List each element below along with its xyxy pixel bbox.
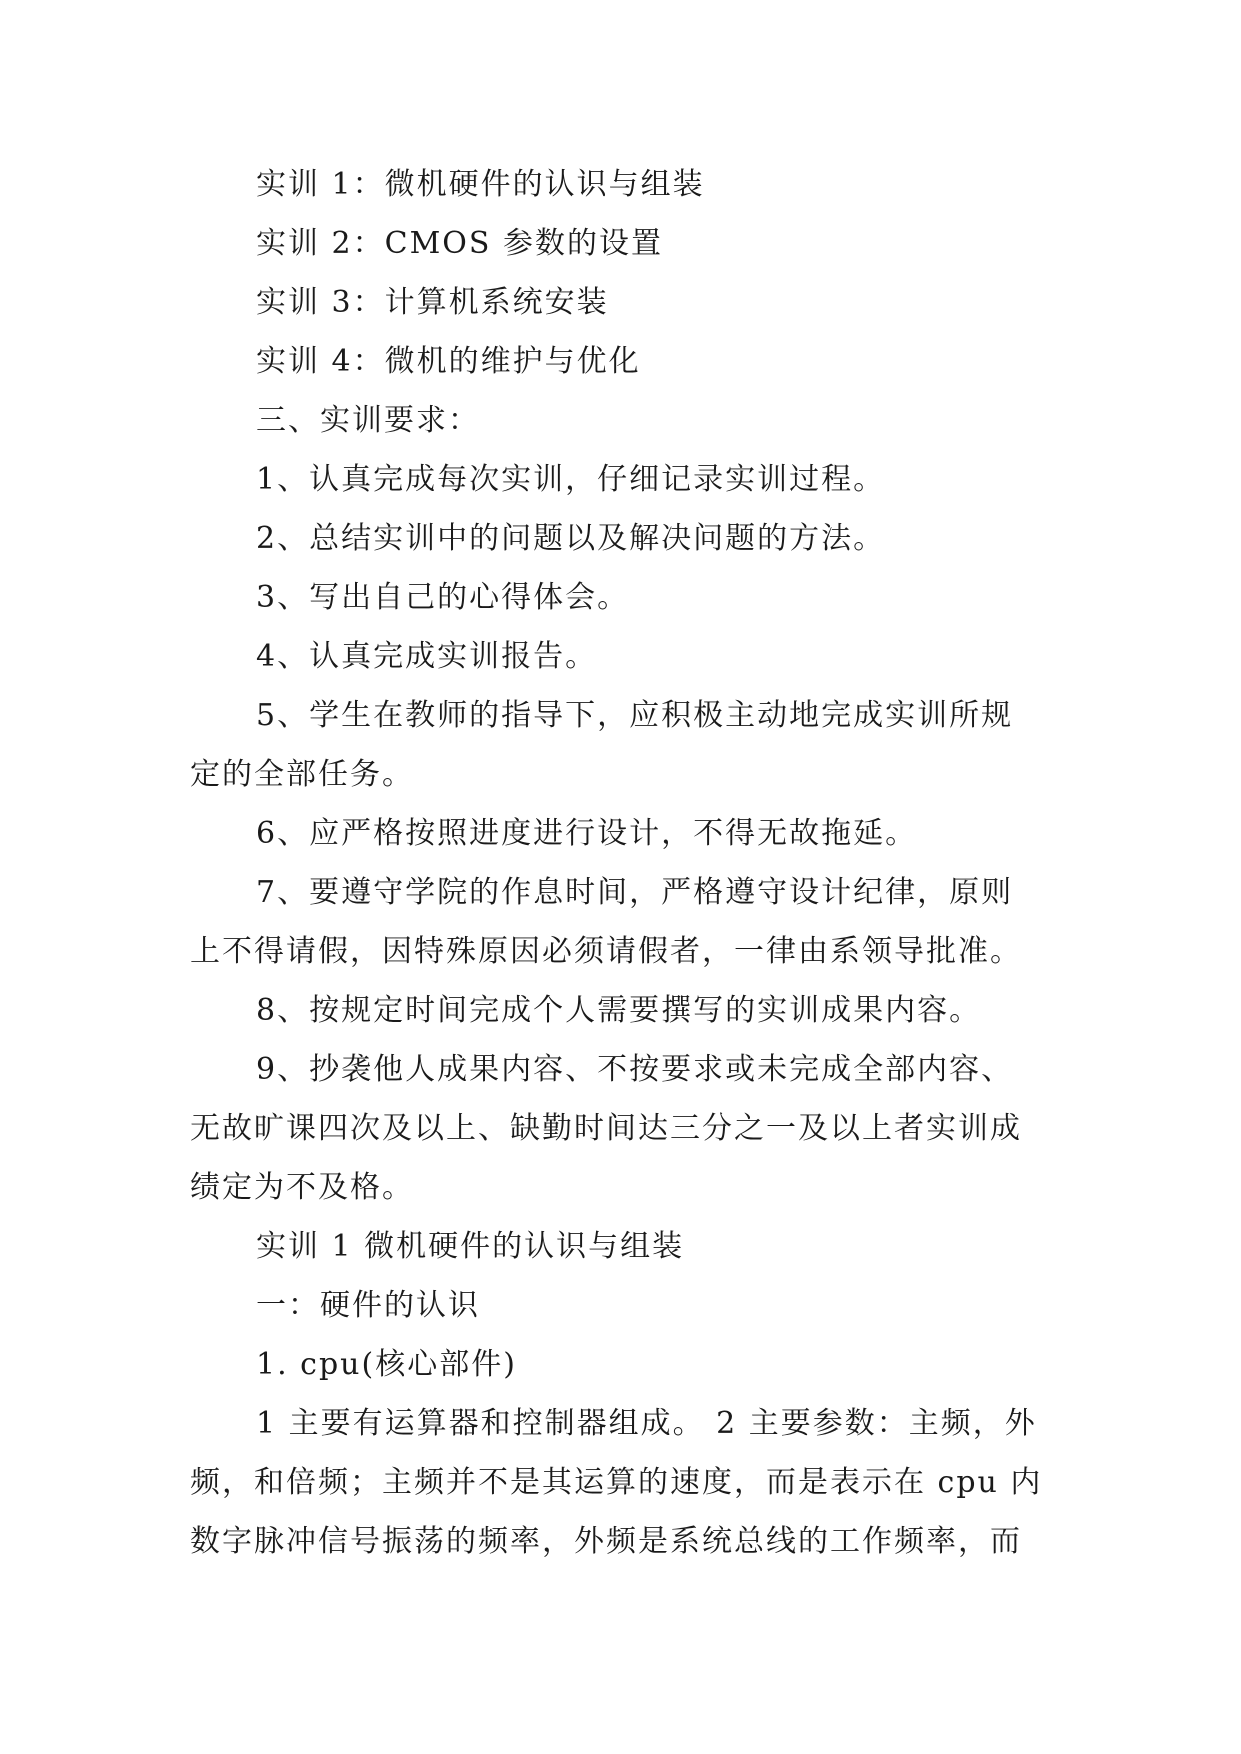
requirement-5-line-1: 5、学生在教师的指导下，应积极主动地完成实训所规 [256, 698, 1014, 733]
practice-1-title: 实训 1 微机硬件的认识与组装 [256, 1229, 685, 1264]
requirement-1: 1、认真完成每次实训，仔细记录实训过程。 [256, 462, 886, 497]
requirement-5-line-2: 定的全部任务。 [190, 757, 414, 792]
cpu-paragraph-line-2: 频，和倍频；主频并不是其运算的速度，而是表示在 cpu 内 [190, 1465, 1043, 1500]
practice-item-2: 实训 2：CMOS 参数的设置 [256, 226, 663, 261]
requirement-4: 4、认真完成实训报告。 [256, 639, 598, 674]
item-cpu: 1. cpu(核心部件) [256, 1347, 517, 1382]
subsection-hardware: 一：硬件的认识 [256, 1288, 480, 1323]
requirement-2: 2、总结实训中的问题以及解决问题的方法。 [256, 521, 886, 556]
requirement-9-line-2: 无故旷课四次及以上、缺勤时间达三分之一及以上者实训成 [190, 1111, 1022, 1146]
requirement-9-line-3: 绩定为不及格。 [190, 1170, 414, 1205]
requirement-6: 6、应严格按照进度进行设计，不得无故拖延。 [256, 816, 918, 851]
practice-item-1: 实训 1：微机硬件的认识与组装 [256, 167, 705, 202]
requirement-3: 3、写出自己的心得体会。 [256, 580, 630, 615]
requirement-7-line-2: 上不得请假，因特殊原因必须请假者，一律由系领导批准。 [190, 934, 1022, 969]
requirement-7-line-1: 7、要遵守学院的作息时间，严格遵守设计纪律，原则 [256, 875, 1014, 910]
practice-item-3: 实训 3：计算机系统安装 [256, 285, 609, 320]
practice-item-4: 实训 4：微机的维护与优化 [256, 344, 641, 379]
requirement-9-line-1: 9、抄袭他人成果内容、不按要求或未完成全部内容、 [256, 1052, 1014, 1087]
cpu-paragraph-line-1: 1 主要有运算器和控制器组成。 2 主要参数：主频，外 [256, 1406, 1037, 1441]
section-heading-requirements: 三、实训要求： [256, 403, 480, 438]
requirement-8: 8、按规定时间完成个人需要撰写的实训成果内容。 [256, 993, 982, 1028]
cpu-paragraph-line-3: 数字脉冲信号振荡的频率，外频是系统总线的工作频率，而 [190, 1524, 1022, 1559]
